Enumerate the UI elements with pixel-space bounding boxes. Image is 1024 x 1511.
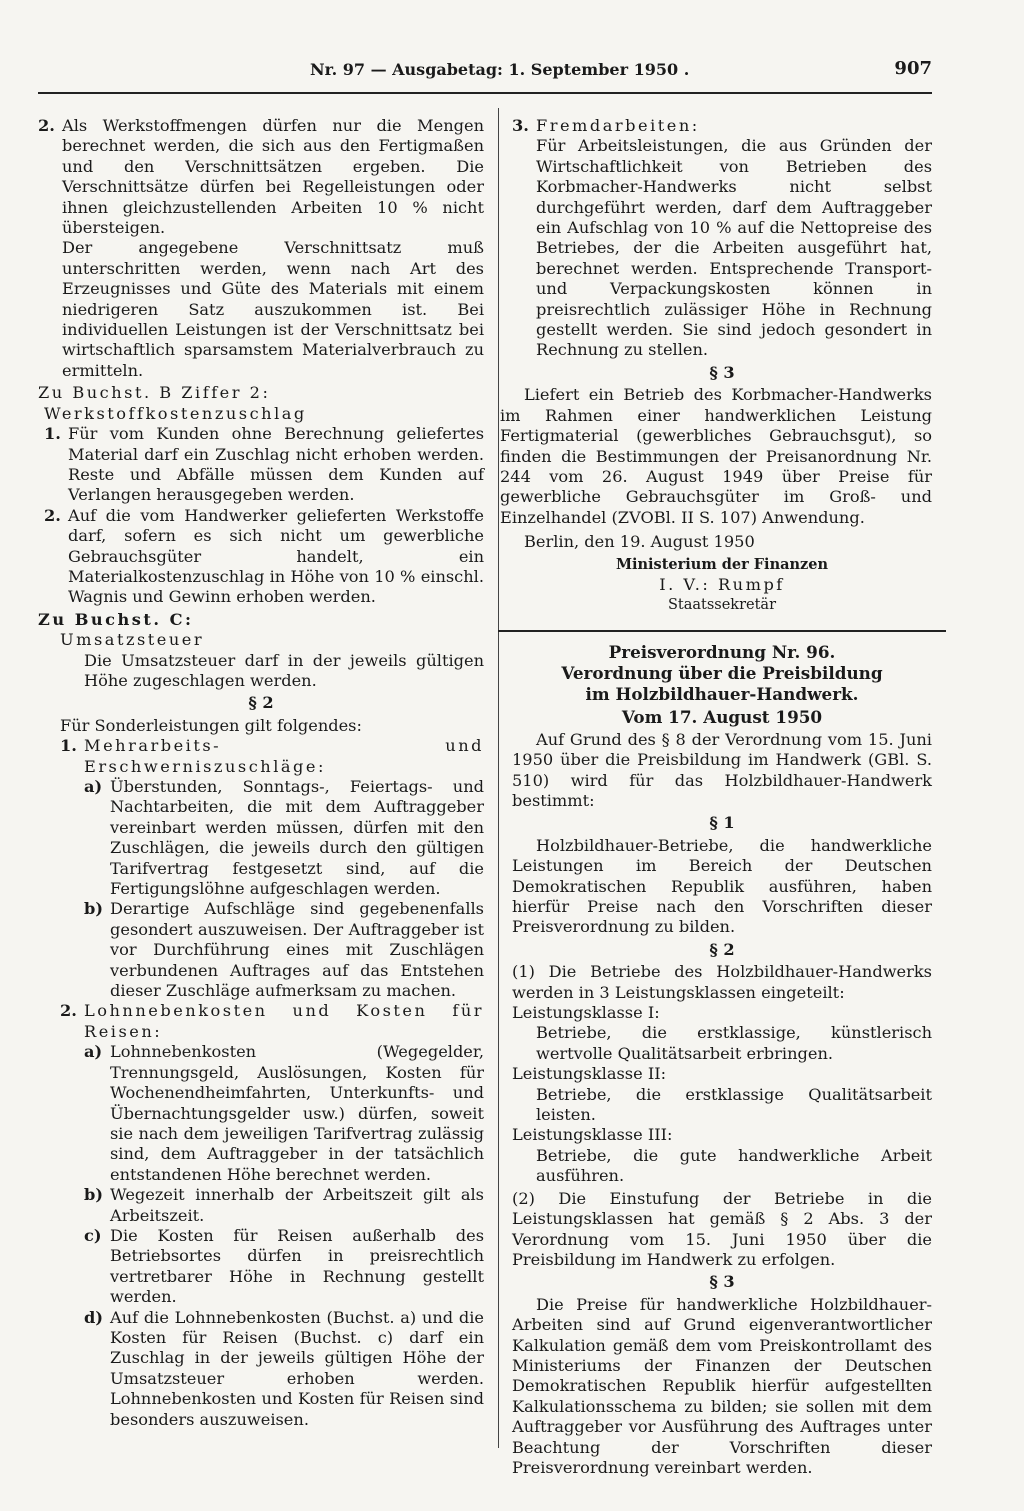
page-header xyxy=(38,58,932,88)
sub-item xyxy=(60,777,484,899)
decree-date: Vom 17. August 1950 xyxy=(621,706,823,727)
section-mark: § 3 xyxy=(709,1272,735,1292)
list-item xyxy=(44,424,484,506)
paragraph: Für Sonderleistungen gilt folgendes: xyxy=(60,715,362,735)
item-title: Lohnnebenkosten und Kosten für Reisen: xyxy=(84,1001,484,1041)
paragraph: Überstunden, Sonntags-, Feiertags- und Nachtarbeiten, die mit dem Auftraggeber vereinbart werden müssen, dürfen mit den Zuschlägen, die jeweils durch den gültigen Tarifvertrag festgesetzt sind, auf die Fertigungslöhne aufgeschlagen werden. xyxy=(110,777,484,899)
item-title: Mehrarbeits- und Erschwerniszuschläge: xyxy=(84,736,484,776)
class-label: Leistungsklasse III: xyxy=(512,1125,673,1145)
decree-subtitle: Verordnung über die Preisbildung xyxy=(561,662,883,683)
item-number: 1. xyxy=(60,736,77,756)
class-text: Betriebe, die erstklassige, künstlerisch wertvolle Qualitätsarbeit erbringen. xyxy=(536,1023,932,1063)
paragraph: Für Arbeitsleistungen, die aus Gründen der Wirtschaftlichkeit von Betrieben des Korbmacher-Handwerks nicht selbst durchgeführt werden, darf dem Auftraggeber ein Aufschlag von 10 % auf die Nettopreise des Betriebes, der die Arbeiten ausgeführt hat, berechnet werden. Entsprechende Transport- und Verpackungskosten können in preisrechtlich zulässiger Höhe in Rechnung gestellt werden. Sie sind jedoch gesondert in Rechnung zu stellen. xyxy=(536,136,932,360)
item-number: 2. xyxy=(38,116,55,135)
header-rule xyxy=(38,92,932,94)
sub-item-letter: d) xyxy=(84,1307,103,1327)
signatory-title: Staatssekretär xyxy=(667,597,777,614)
class-label: Leistungsklasse I: xyxy=(512,1003,660,1023)
item-number: 2. xyxy=(60,1001,77,1021)
class-text: Betriebe, die gute handwerkliche Arbeit ausführen. xyxy=(536,1145,932,1186)
list-item xyxy=(38,116,484,381)
paragraph: Liefert ein Betrieb des Korbmacher-Handwerks im Rahmen einer handwerklichen Leistung Fertigmaterial (gewerbliches Gebrauchsgut), so finden die Bestimmungen der Preisanordnung Nr. 244 vom 26. August 1949 über Preise für gewerbliche Gebrauchsgüter im Groß- und Einzelhandel (ZVOBl. II S. 107) Anwendung. xyxy=(500,385,932,527)
sub-item xyxy=(60,899,484,1001)
section-heading: Zu Buchst. C: xyxy=(38,609,194,629)
sub-item-letter: c) xyxy=(84,1225,102,1245)
class-label: Leistungsklasse II: xyxy=(512,1064,667,1084)
sub-item-letter: a) xyxy=(84,1042,103,1062)
column-divider xyxy=(498,108,499,1448)
item-number: 1. xyxy=(44,424,61,444)
paragraph: Die Umsatzsteuer darf in der jeweils gültigen Höhe zugeschlagen werden. xyxy=(84,650,484,690)
sub-item xyxy=(60,1185,484,1226)
paragraph: Der angegebene Verschnittsatz muß unterschritten werden, wenn nach Art des Erzeugnisses und Güte des Materials mit einem niedrigeren Satz auszukommen ist. Bei individuellen Leistungen ist der Verschnittsatz bei wirtschaftlich sparsamstem Materialverbrauch zu ermitteln. xyxy=(62,238,484,380)
decree-title: Preisverordnung Nr. 96. xyxy=(608,641,836,662)
issue-line: Nr. 97 — Ausgabetag: 1. September 1950 . xyxy=(310,60,690,79)
item-number: 2. xyxy=(44,505,61,525)
section-mark: § 3 xyxy=(709,362,735,382)
right-column xyxy=(500,116,932,1478)
list-item xyxy=(44,506,484,608)
paragraph: Lohnnebenkosten (Wegegelder, Trennungsgeld, Auslösungen, Kosten für Wochenendheimfahrten, Unterkunfts- und Übernachtungsgelder usw.) dürfen, soweit sie nach dem jeweiligen Tarifvertrag zulässig sind, dem Auftraggeber in der tatsächlich entstandenen Höhe berechnet werden. xyxy=(110,1042,484,1184)
section-heading: Zu Buchst. B Ziffer 2: xyxy=(38,383,271,403)
paragraph: Als Werkstoffmengen dürfen nur die Mengen berechnet werden, die sich aus den Fertigmaßen und den Verschnittsätzen ergeben. Die Verschnittsätze dürfen bei Regelleistungen oder ihnen gleichzustellenden Arbeiten 10 % nicht übersteigen. xyxy=(62,116,484,238)
ministry-name: Ministerium der Finanzen xyxy=(615,555,829,573)
page-number: 907 xyxy=(894,58,932,79)
list-item xyxy=(60,736,484,777)
paragraph: (1) Die Betriebe des Holzbildhauer-Handwerks werden in 3 Leistungsklassen eingeteilt: xyxy=(512,962,932,1002)
list-item xyxy=(512,116,932,361)
section-title: Umsatzsteuer xyxy=(60,630,205,650)
paragraph: Die Preise für handwerkliche Holzbildhauer-Arbeiten sind auf Grund eigenverantwortlicher Kalkulation gemäß dem vom Preiskontrollamt des Ministeriums der Finanzen der Deutschen Demokratischen Republik hierfür aufgestellten Kalkulationsschema zu bilden; sie sollen mit dem Auftraggeber vor Ausführung des Auftrages unter Beachtung der Vorschriften dieser Preisverordnung vereinbart werden. xyxy=(512,1294,932,1477)
paragraph: Auf die vom Handwerker gelieferten Werkstoffe darf, sofern es sich nicht um gewerbliche Gebrauchsgüter handelt, ein Materialkostenzuschlag in Höhe von 10 % einschl. Wagnis und Gewinn erhoben werden. xyxy=(68,505,484,607)
paragraph: Holzbildhauer-Betriebe, die handwerkliche Leistungen im Bereich der Deutschen Demokratischen Republik ausführen, haben hierfür Preise nach den Vorschriften dieser Preisverordnung zu bilden. xyxy=(512,835,932,937)
section-title: Werkstoffkostenzuschlag xyxy=(44,403,307,423)
paragraph: Auf Grund des § 8 der Verordnung vom 15. Juni 1950 über die Preisbildung im Handwerk (GBl. S. 510) wird für das Holzbildhauer-Handwerk bestimmt: xyxy=(512,729,932,810)
section-mark: § 2 xyxy=(248,693,274,713)
place-date: Berlin, den 19. August 1950 xyxy=(524,532,755,552)
signatory: I. V.: Rumpf xyxy=(659,574,785,594)
sub-item-letter: b) xyxy=(84,1185,103,1205)
decree-subtitle: im Holzbildhauer-Handwerk. xyxy=(585,683,859,704)
class-text: Betriebe, die erstklassige Qualitätsarbeit leisten. xyxy=(536,1084,932,1125)
section-rule xyxy=(498,630,946,632)
item-number: 3. xyxy=(512,116,529,135)
paragraph: Auf die Lohnnebenkosten (Buchst. a) und die Kosten für Reisen (Buchst. c) darf ein Zuschlag in der jeweils gültigen Höhe der Umsatzsteuer erhoben werden. Lohnnebenkosten und Kosten für Reisen sind besonders auszuweisen. xyxy=(110,1307,484,1429)
paragraph: Die Kosten für Reisen außerhalb des Betriebsortes dürfen in preisrechtlich vertretbarer Höhe in Rechnung gestellt werden. xyxy=(110,1225,484,1307)
paragraph: Für vom Kunden ohne Berechnung geliefertes Material darf ein Zuschlag nicht erhoben werden. Reste und Abfälle müssen dem Kunden auf Verlangen herausgegeben werden. xyxy=(68,424,484,505)
sub-item-letter: a) xyxy=(84,777,103,796)
paragraph: Derartige Aufschläge sind gegebenenfalls gesondert auszuweisen. Der Auftraggeber ist vor Durchführung eines mit Zuschlägen verbundenen Auftrages auf das Entstehen dieser Zuschläge aufmerksam zu machen. xyxy=(110,899,484,1001)
sub-item xyxy=(60,1308,484,1430)
paragraph: Wegezeit innerhalb der Arbeitszeit gilt als Arbeitszeit. xyxy=(110,1185,484,1225)
list-item xyxy=(60,1001,484,1042)
sub-item xyxy=(60,1042,484,1185)
sub-item xyxy=(60,1226,484,1308)
section-mark: § 1 xyxy=(709,813,735,833)
item-title: Fremdarbeiten: xyxy=(536,116,700,135)
paragraph: (2) Die Einstufung der Betriebe in die Leistungsklassen hat gemäß § 2 Abs. 3 der Verordnung vom 15. Juni 1950 über die Preisbildung im Handwerk zu erfolgen. xyxy=(512,1188,932,1269)
left-column xyxy=(38,116,484,1430)
sub-item-letter: b) xyxy=(84,899,103,919)
section-mark: § 2 xyxy=(709,939,735,959)
